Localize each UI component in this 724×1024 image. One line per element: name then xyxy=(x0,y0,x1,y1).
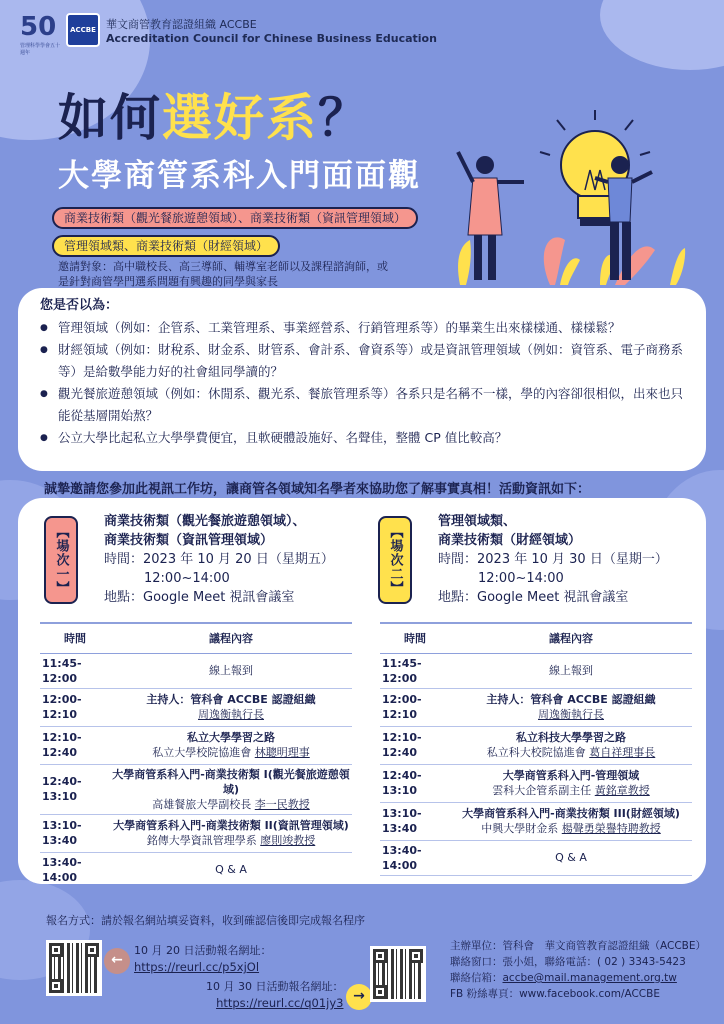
speaker-name: 葛自祥理事長 xyxy=(589,746,656,759)
row-content-speaker xyxy=(112,797,350,812)
row-content-speaker xyxy=(112,745,350,760)
invitation-text: 誠摯邀請您參加此視訊工作坊，讓商管各領域知名學者來協助您了解事實真相！活動資訊如下： xyxy=(44,482,591,497)
speaker-name: 黃銘章教授 xyxy=(594,784,650,797)
column-header-time: 時間 xyxy=(40,623,110,653)
speaker-org: 中興大學財金系 xyxy=(481,822,559,835)
registration-mode: 報名方式：請於報名網站填妥資料，收到確認信後即完成報名程序 xyxy=(46,914,365,927)
questions-panel xyxy=(18,288,706,471)
category-pill-1: 商業技術類（觀光餐旅遊憩領域）、商業技術類（資訊管理領域） xyxy=(52,207,418,229)
row-content-main: 大學商管系科入門-商業技術類 III(財經領域) xyxy=(462,807,680,820)
badge-text: ACCBE xyxy=(70,26,96,34)
registration-2-link[interactable]: https://reurl.cc/q01jy3 xyxy=(216,996,344,1010)
arrow-right-icon: → xyxy=(346,984,372,1010)
contact-mail-label: 聯絡信箱： xyxy=(450,972,503,984)
row-content-main: 大學商管系科入門-商業技術類 II(資訊管理領域) xyxy=(113,819,349,832)
row-content xyxy=(110,653,352,688)
registration-1 xyxy=(134,942,271,976)
accbe-badge-icon xyxy=(66,13,100,47)
row-content xyxy=(450,653,692,688)
speaker-org: 雲科大企管系副主任 xyxy=(492,784,592,797)
row-time: 12:00-12:10 xyxy=(380,688,450,726)
session-2-info xyxy=(438,512,698,607)
table-row xyxy=(40,814,352,852)
column-header-content: 議程內容 xyxy=(110,623,352,653)
schedule-table-1 xyxy=(40,622,352,884)
table-row xyxy=(380,688,692,726)
registration-2 xyxy=(206,978,343,1012)
row-time: 13:40-14:00 xyxy=(380,840,450,875)
contact-window: 聯絡窗口：張小姐，聯絡電話：( 02 ) 3343-5423 xyxy=(450,956,686,968)
invite-target xyxy=(58,259,418,289)
row-content xyxy=(110,852,352,884)
table-row xyxy=(40,653,352,688)
row-content-main: Q & A xyxy=(555,851,587,864)
row-content-main: 私立大學學習之路 xyxy=(187,731,275,744)
schedule-table-2 xyxy=(380,622,692,876)
session-2-time-range: 12:00~14:00 xyxy=(478,571,564,586)
question-item: ● 公立大學比起私立大學學費便宜，且軟硬體設施好、名聲佳，整體 CP 值比較高？ xyxy=(40,427,684,449)
org-name xyxy=(106,16,437,45)
qr-finder xyxy=(373,985,387,999)
table-row xyxy=(40,764,352,814)
lightbulb-illustration xyxy=(440,110,690,290)
qr-finder xyxy=(49,979,63,993)
qr-pattern xyxy=(373,949,423,999)
row-time: 13:40-14:00 xyxy=(40,852,110,884)
org-name-cn: 華文商管教育認證組織 ACCBE xyxy=(106,17,257,31)
title-highlight: 選好系 xyxy=(162,89,318,147)
logo-number: 50 xyxy=(20,12,57,42)
row-content-speaker xyxy=(452,745,690,760)
row-content-speaker xyxy=(112,833,350,848)
row-time: 12:10-12:40 xyxy=(40,726,110,764)
row-content-main: 大學商管系科入門-商業技術類 I(觀光餐旅遊憩領域) xyxy=(112,767,350,796)
row-time: 12:10-12:40 xyxy=(380,726,450,764)
row-time: 11:45-12:00 xyxy=(380,653,450,688)
events-panel xyxy=(18,498,706,884)
row-time: 12:40-13:10 xyxy=(380,764,450,802)
registration-1-link[interactable]: https://reurl.cc/p5xjOl xyxy=(134,960,260,974)
row-content-speaker xyxy=(452,821,690,836)
column-header-content: 議程內容 xyxy=(450,623,692,653)
header-logo xyxy=(20,12,437,56)
speaker-org: 私立大學校院協進會 xyxy=(152,746,252,759)
row-time: 13:10-13:40 xyxy=(40,814,110,852)
speaker-name: 李一民教授 xyxy=(254,797,310,811)
session-tag-1: 【場次一】 xyxy=(44,516,78,604)
row-content xyxy=(450,726,692,764)
title-pre: 如何 xyxy=(58,89,162,147)
speaker-org: 高雄餐旅大學副校長 xyxy=(152,797,252,811)
row-content xyxy=(110,688,352,726)
row-content-speaker xyxy=(452,783,690,798)
qr-pattern xyxy=(49,943,99,993)
registration-1-label: 10 月 20 日活動報名網址： xyxy=(134,944,272,957)
row-content-main: 大學商管系科入門-管理領域 xyxy=(502,769,640,782)
row-content-speaker: 周逸衡執行長 xyxy=(198,708,264,721)
subtitle: 大學商管系科入門面面觀 xyxy=(58,158,421,194)
session-1-title-1: 商業技術類（觀光餐旅遊憩領域）、 xyxy=(104,514,306,529)
session-2-title-1: 管理領域類、 xyxy=(438,514,517,529)
contact-info xyxy=(450,938,706,1002)
row-content-main: 主持人：管科會 ACCBE 認證組織 xyxy=(486,693,656,706)
qr-finder xyxy=(49,943,63,957)
row-content xyxy=(450,688,692,726)
invite-line-1: 邀請對象：高中職校長、高三導師、輔導室老師以及課程諮詢師，或 xyxy=(58,260,388,273)
qr-code-icon[interactable] xyxy=(46,940,102,996)
session-1-time-range: 12:00~14:00 xyxy=(144,571,230,586)
table-row xyxy=(40,726,352,764)
row-time: 12:40-13:10 xyxy=(40,764,110,814)
row-time: 11:45-12:00 xyxy=(40,653,110,688)
questions-list xyxy=(40,317,684,449)
table-row xyxy=(380,653,692,688)
session-1-place: 地點：Google Meet 視訊會議室 xyxy=(104,590,295,605)
speaker-name: 楊聲勇榮譽特聘教授 xyxy=(561,822,661,835)
speaker-org: 私立科大校院協進會 xyxy=(486,746,586,759)
row-content-main: 私立科技大學學習之路 xyxy=(516,731,626,744)
qr-finder xyxy=(373,949,387,963)
logo-caption: 管理科學學會五十週年 xyxy=(20,43,61,56)
contact-host: 主辦單位：管科會 華文商管教育認證組織（ACCBE） xyxy=(450,940,706,952)
row-content-main: 線上報到 xyxy=(209,664,253,677)
speaker-name: 廖則竣教授 xyxy=(260,834,316,847)
contact-mail-link[interactable]: accbe@mail.management.org.tw xyxy=(502,972,677,984)
qr-finder xyxy=(85,943,99,957)
qr-code-icon[interactable] xyxy=(370,946,426,1002)
question-item: ● 觀光餐旅遊憩領域（例如：休閒系、觀光系、餐旅管理系等）各系只是名稱不一樣，學的內容卻很相似，出來也只能從基層開始熬？ xyxy=(40,383,684,427)
speaker-org: 銘傳大學資訊管理學系 xyxy=(146,834,257,847)
arrow-left-icon: ← xyxy=(104,948,130,974)
registration-2-label: 10 月 30 日活動報名網址： xyxy=(206,980,344,993)
table-row xyxy=(380,726,692,764)
session-1-title-2: 商業技術類（資訊管理領域） xyxy=(104,533,274,548)
row-content-main: Q & A xyxy=(215,863,247,876)
row-time: 12:00-12:10 xyxy=(40,688,110,726)
table-row xyxy=(380,802,692,840)
row-content-speaker: 周逸衡執行長 xyxy=(538,708,604,721)
row-content xyxy=(450,840,692,875)
question-item: ● 財經領域（例如：財稅系、財金系、財管系、會計系、會資系等）或是資訊管理領域（例如：資管系、電子商務系等）是給數學能力好的社會組同學讀的？ xyxy=(40,339,684,383)
category-pill-2: 管理領域類、商業技術類（財經領域） xyxy=(52,235,280,257)
row-content-main: 主持人：管科會 ACCBE 認證組織 xyxy=(146,693,316,706)
contact-mail-row xyxy=(450,970,706,986)
qr-finder xyxy=(409,949,423,963)
table-row xyxy=(40,852,352,884)
table-row xyxy=(380,764,692,802)
org-name-en: Accreditation Council for Chinese Business Education xyxy=(106,31,437,45)
invite-line-2: 是針對商管學門選系問題有興趣的同學與家長 xyxy=(58,275,278,288)
background-blob xyxy=(600,0,724,70)
row-time: 13:10-13:40 xyxy=(380,802,450,840)
title-post: ？ xyxy=(318,89,370,147)
main-title xyxy=(58,78,370,150)
column-header-time: 時間 xyxy=(380,623,450,653)
session-2-time: 時間：2023 年 10 月 30 日（星期一） xyxy=(438,552,668,567)
row-content-main: 線上報到 xyxy=(549,664,593,677)
session-2-place: 地點：Google Meet 視訊會議室 xyxy=(438,590,629,605)
speaker-name: 林聰明理事 xyxy=(254,746,310,759)
session-tag-2: 【場次二】 xyxy=(378,516,412,604)
session-1-info xyxy=(104,512,364,607)
table-row xyxy=(380,840,692,875)
contact-fb[interactable]: FB 粉絲專頁：www.facebook.com/ACCBE xyxy=(450,988,660,1000)
row-content xyxy=(110,764,352,814)
session-1-time: 時間：2023 年 10 月 20 日（星期五） xyxy=(104,552,334,567)
questions-heading: 您是否以為： xyxy=(40,298,119,313)
row-content xyxy=(110,814,352,852)
table-row xyxy=(40,688,352,726)
row-content xyxy=(450,802,692,840)
row-content xyxy=(450,764,692,802)
session-2-title-2: 商業技術類（財經領域） xyxy=(438,533,582,548)
question-item: ● 管理領域（例如：企管系、工業管理系、事業經營系、行銷管理系等）的畢業生出來樣樣通、樣樣鬆？ xyxy=(40,317,684,339)
anniversary-logo xyxy=(20,12,61,56)
row-content xyxy=(110,726,352,764)
